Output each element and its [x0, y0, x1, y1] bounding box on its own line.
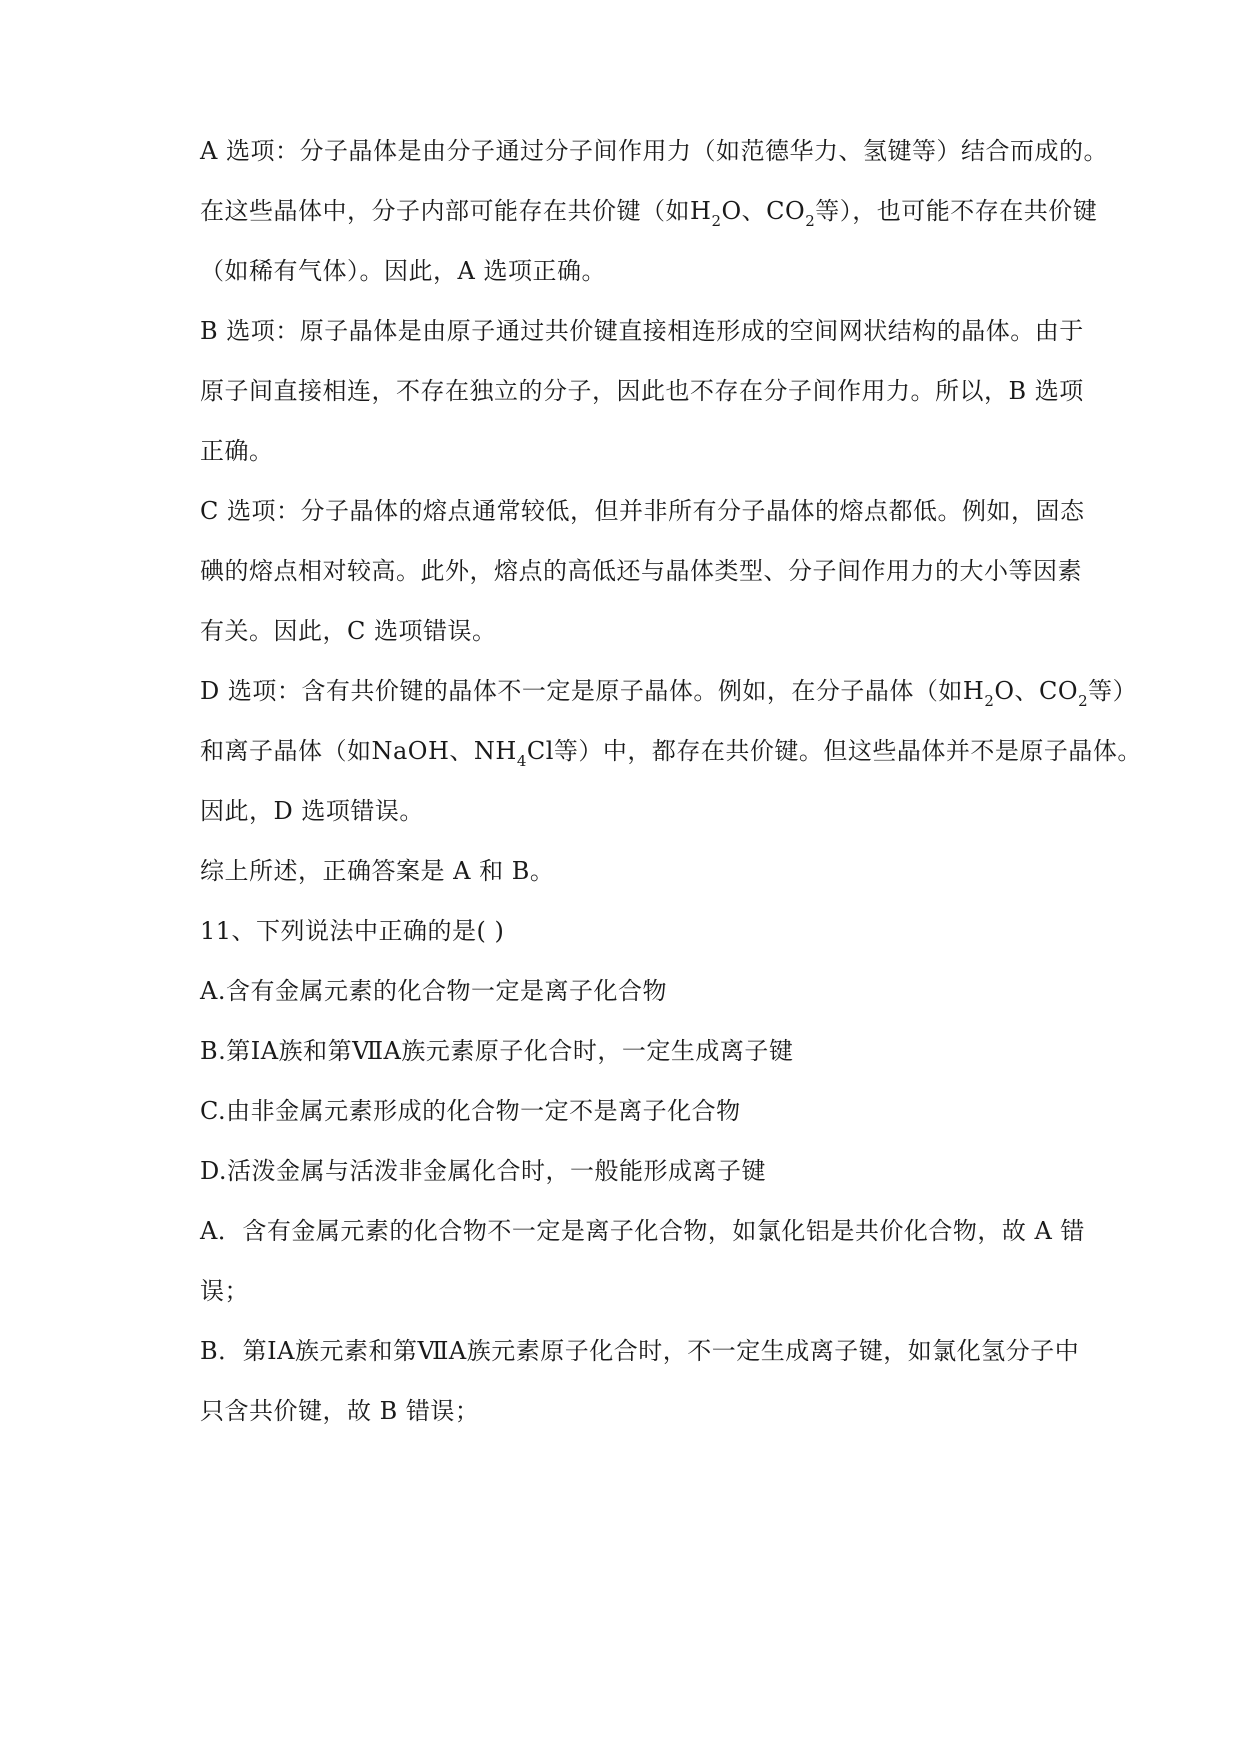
text-line: B 选项：原子晶体是由原子通过共价键直接相连形成的空间网状结构的晶体。由于: [200, 317, 1084, 345]
question-title: 11、下列说法中正确的是( ): [200, 917, 505, 945]
text-line: 和离子晶体（如NaOH、$NH_4Cl$等）中，都存在共价键。但这些晶体并不是原子晶体。: [200, 737, 1142, 770]
text-line: D 选项：含有共价键的晶体不一定是原子晶体。例如，在分子晶体（如$H_2O$、$CO_2$等）: [200, 677, 1138, 710]
text-line: 综上所述，正确答案是 A 和 B。: [200, 857, 555, 885]
text-line: 碘的熔点相对较高。此外，熔点的高低还与晶体类型、分子间作用力的大小等因素: [200, 557, 1082, 585]
option-c: C.由非金属元素形成的化合物一定不是离子化合物: [200, 1097, 741, 1125]
option-b: B.第ⅠA族和第ⅦA族元素原子化合时，一定生成离子键: [200, 1037, 794, 1065]
text-line: A．含有金属元素的化合物不一定是离子化合物，如氯化铝是共价化合物，故 A 错: [200, 1217, 1085, 1245]
text-line: A 选项：分子晶体是由分子通过分子间作用力（如范德华力、氢键等）结合而成的。: [200, 137, 1108, 165]
text-line: 误；: [200, 1277, 249, 1305]
text-line: 有关。因此，C 选项错误。: [200, 617, 497, 645]
text-line: B．第ⅠA族元素和第ⅦA族元素原子化合时，不一定生成离子键，如氯化氢分子中: [200, 1337, 1080, 1365]
option-d: D.活泼金属与活泼非金属化合时，一般能形成离子键: [200, 1157, 767, 1185]
text-line: 正确。: [200, 437, 274, 465]
text-line: 只含共价键，故 B 错误；: [200, 1397, 480, 1425]
text-line: 原子间直接相连，不存在独立的分子，因此也不存在分子间作用力。所以，B 选项: [200, 377, 1084, 405]
text-line: 在这些晶体中，分子内部可能存在共价键（如$H_2O$、$CO_2$等），也可能不存在共价键: [200, 197, 1098, 230]
text-line: 因此，D 选项错误。: [200, 797, 424, 825]
text-line: （如稀有气体）。因此，A 选项正确。: [200, 257, 606, 285]
text-line: C 选项：分子晶体的熔点通常较低，但并非所有分子晶体的熔点都低。例如，固态: [200, 497, 1085, 525]
option-a: A.含有金属元素的化合物一定是离子化合物: [200, 977, 667, 1005]
